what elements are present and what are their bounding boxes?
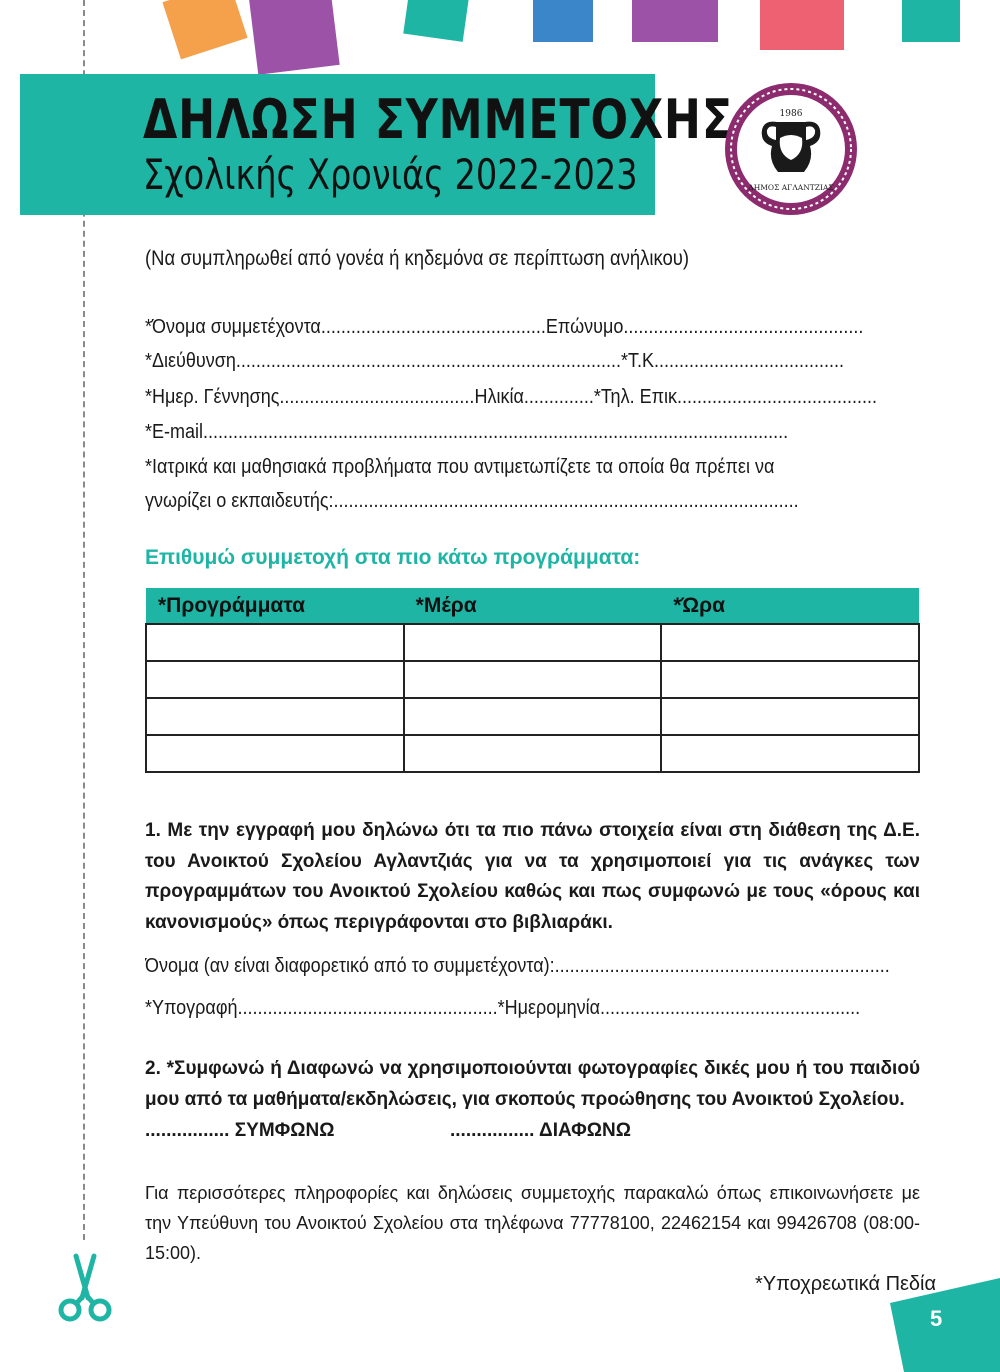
declaration-text: 1. Με την εγγραφή μου δηλώνω ότι τα πιο πάνω στοιχεία είναι στη διάθεση της Δ.Ε. του Ανοικτού Σχολείου Αγλαντζιάς για να τα χρησιμοποιεί για τις ανάγκες των προγραμμάτων του Ανοικτού Σχολείου καθώς και πως συμφωνώ με τους «όρους και κανονισμούς» όπως περιγράφονται στο βιβλιαράκι.	[145, 820, 920, 933]
medical-label: *Ιατρικά και μαθησιακά προβλήματα που αντιμετωπίζετε τα οποία θα πρέπει να	[145, 456, 775, 478]
email-label: *E-mail	[145, 421, 204, 443]
table-cell[interactable]	[146, 735, 404, 772]
postcode-label: *Τ.Κ	[620, 350, 654, 372]
programs-heading: Επιθυμώ συμμετοχή στα πιο κάτω προγράμματα:	[145, 546, 641, 569]
table-cell[interactable]	[661, 661, 919, 698]
bunting-teal-2	[902, 0, 960, 42]
phone-label: *Τηλ. Επικ.	[593, 386, 683, 408]
medical-row-2[interactable]: γνωρίζει ο εκπαιδευτής:.............................................................................................	[145, 490, 799, 512]
bunting-orange	[162, 0, 247, 59]
address-row[interactable]: *Διεύθυνση.............................................................................*Τ.Κ......................................	[145, 350, 845, 372]
required-note: *Υποχρεωτικά Πεδία	[755, 1273, 937, 1295]
date-label: *Ημερομηνία	[497, 997, 601, 1019]
table-cell[interactable]	[404, 624, 662, 661]
email-row[interactable]: *E-mail.....................................................................................................................	[145, 421, 789, 443]
programs-table	[145, 588, 920, 773]
bunting-teal-1	[403, 0, 470, 42]
logo-year: 1986	[779, 109, 803, 119]
table-row	[146, 661, 919, 698]
signature-row[interactable]: *Υπογραφή....................................................*Ημερομηνία....................................................	[145, 997, 861, 1019]
medical-label-2: γνωρίζει ο εκπαιδευτής:	[145, 490, 334, 512]
first-name-label: *Όνομα συμμετέχοντα	[145, 316, 321, 338]
table-row	[146, 735, 919, 772]
bunting-purple-1	[248, 0, 339, 75]
logo-name: ΔΗΜΟΣ ΑΓΛΑΝΤΖΙΑΣ	[748, 183, 834, 192]
table-cell[interactable]	[146, 698, 404, 735]
bunting-blue	[533, 0, 593, 42]
birth-row[interactable]: *Ημερ. Γέννησης.......................................Ηλικία..............*Τηλ. Επικ........................................	[145, 386, 878, 408]
table-cell[interactable]	[661, 624, 919, 661]
other-name-row[interactable]: Όνομα (αν είναι διαφορετικό από το συμμετέχοντα):...................................................................	[145, 955, 890, 977]
birthdate-label: *Ημερ. Γέννησης	[145, 386, 280, 408]
page-title: ΔΗΛΩΣΗ ΣΥΜΜΕΤΟΧΗΣ	[143, 88, 733, 151]
col-programs: *Προγράμματα	[146, 588, 404, 624]
age-label: Ηλικία	[474, 386, 524, 408]
form-intro: (Να συμπληρωθεί από γονέα ή κηδεμόνα σε περίπτωση ανήλικου)	[145, 247, 690, 270]
surname-label: Επώνυμο	[545, 316, 624, 338]
table-cell[interactable]	[146, 624, 404, 661]
scissors-icon	[58, 1252, 112, 1324]
page-number: 5	[930, 1306, 943, 1331]
amphora-seal-icon	[722, 80, 860, 218]
table-cell[interactable]	[404, 661, 662, 698]
name-row[interactable]: *Όνομα συμμετέχοντα.............................................Επώνυμο................................................	[145, 316, 864, 338]
address-label: *Διεύθυνση	[145, 350, 236, 372]
page-subtitle: Σχολικής Χρονιάς 2022-2023	[143, 150, 638, 199]
signature-label: *Υπογραφή	[145, 997, 238, 1019]
bunting-pink	[760, 0, 844, 50]
agree-option[interactable]: ................ ΣΥΜΦΩΝΩ	[145, 1120, 335, 1141]
table-cell[interactable]	[661, 735, 919, 772]
table-row	[146, 624, 919, 661]
other-name-label: Όνομα (αν είναι διαφορετικό από το συμμετέχοντα):	[145, 955, 555, 977]
table-row	[146, 698, 919, 735]
medical-row-1	[145, 456, 920, 479]
page-number-tab	[890, 1278, 1000, 1372]
consent-text: 2. *Συμφωνώ ή Διαφωνώ να χρησιμοποιούνται φωτογραφίες δικές μου ή του παιδιού μου από τα μαθήματα/εκδηλώσεις, για σκοπούς προώθησης του Ανοικτού Σχολείου.	[145, 1058, 920, 1110]
contact-text: Για περισσότερες πληροφορίες και δηλώσεις συμμετοχής παρακαλώ όπως επικοινωνήσετε με την Υπεύθυνη του Ανοικτού Σχολείου στα τηλέφωνα 77778100, 22462154 και 99426708 (08:00-15:00).	[145, 1183, 920, 1263]
table-cell[interactable]	[146, 661, 404, 698]
table-cell[interactable]	[661, 698, 919, 735]
disagree-option[interactable]: ................ ΔΙΑΦΩΝΩ	[450, 1120, 631, 1141]
table-cell[interactable]	[404, 735, 662, 772]
col-day: *Μέρα	[404, 588, 662, 624]
bunting-purple-2	[632, 0, 718, 42]
table-cell[interactable]	[404, 698, 662, 735]
col-time: *Ώρα	[661, 588, 919, 624]
